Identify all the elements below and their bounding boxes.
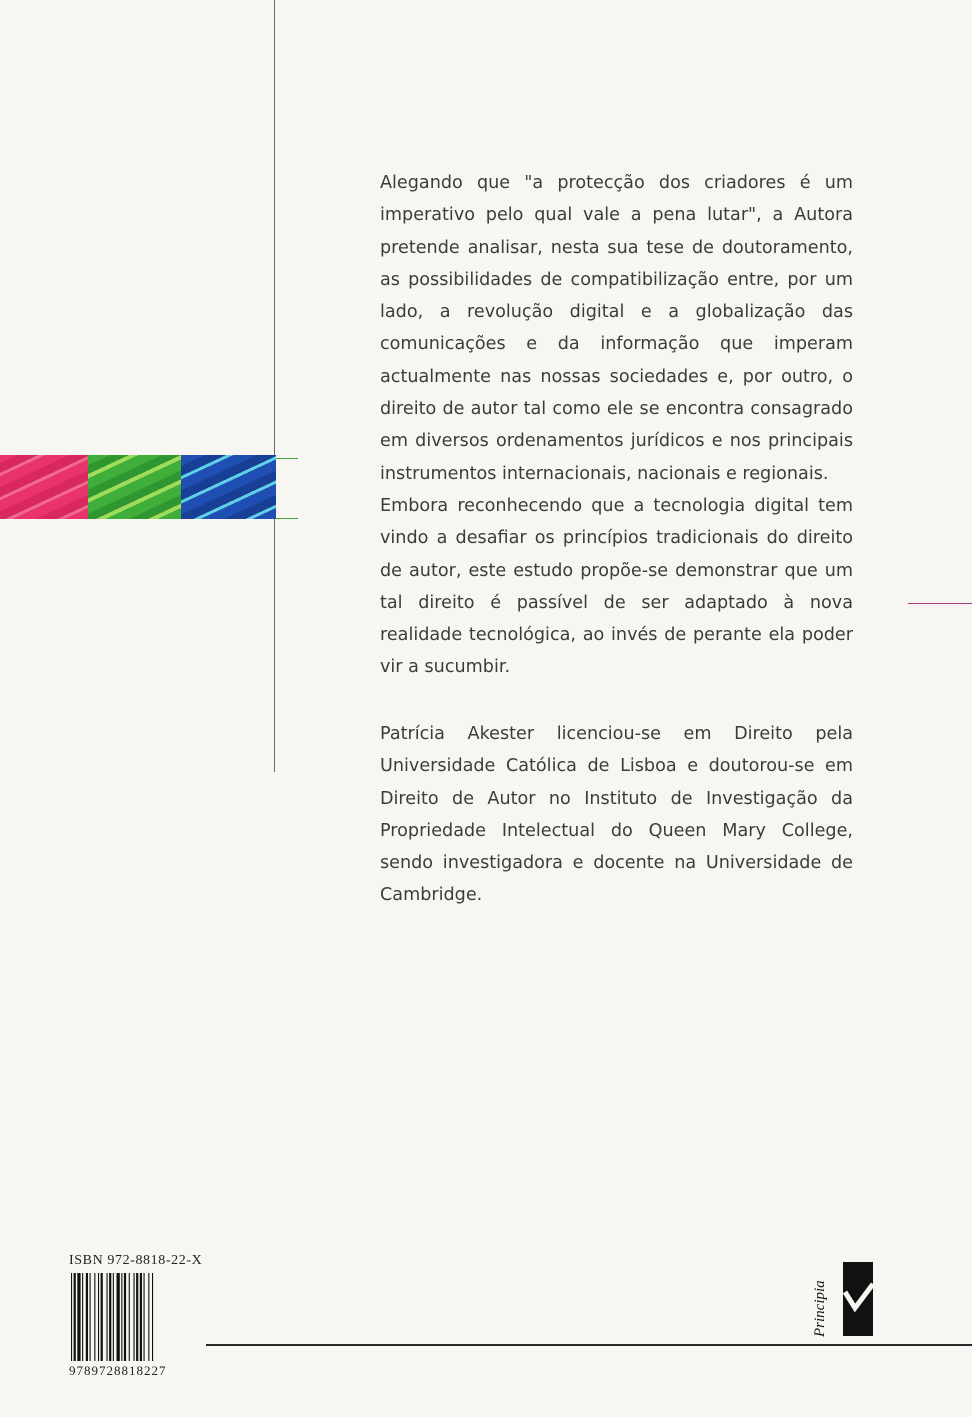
vertical-guide-line	[274, 0, 275, 772]
description-paragraph-1: Alegando que "a protecção dos criadores é um imperativo pelo qual vale a pena lutar", a Autora pretende analisar, nesta sua tese de doutoramento, as possibilidades de compatibilização entre, por um lado, a revolução digital e a globalização das comunicações e da informação que imperam actualmente nas nossas sociedades e, por outro, o direito de autor tal como ele se encontra consagrado em diversos ordenamentos jurídicos e nos principais instrumentos internacionais, nacionais e regionais.	[380, 173, 853, 484]
author-bio-paragraph: Patrícia Akester licenciou-se em Direito pela Universidade Católica de Lisboa e doutorou-se em Direito de Autor no Instituto de Investigação da Propriedade Intelectual do Queen Mary College, sendo investigadora e docente na Universidade de Cambridge.	[380, 724, 853, 906]
description-block	[380, 167, 853, 684]
barcode-bar	[82, 1273, 83, 1361]
barcode-digits: 9789728818227	[69, 1363, 167, 1378]
barcode-bar	[71, 1273, 72, 1361]
band-bottom-tick	[276, 518, 298, 519]
barcode-bar	[124, 1273, 126, 1361]
barcode-bar	[109, 1273, 111, 1361]
bottom-rule	[206, 1344, 972, 1346]
color-band-pink	[0, 455, 88, 519]
barcode-bar	[90, 1273, 91, 1361]
color-band-green	[88, 455, 181, 519]
barcode-bar	[98, 1273, 99, 1361]
publisher-name: Principia	[812, 1280, 828, 1337]
barcode-bar	[144, 1273, 145, 1361]
barcode-bar	[74, 1273, 76, 1361]
barcode-bar	[152, 1273, 153, 1361]
barcode-bar	[129, 1273, 130, 1361]
color-band-blue	[181, 455, 276, 519]
barcode-bar	[134, 1273, 135, 1361]
barcode-bar	[101, 1273, 103, 1361]
barcode-bar	[94, 1273, 95, 1361]
publisher-logo-icon	[839, 1262, 877, 1336]
band-top-tick	[276, 458, 298, 459]
barcode-bar	[136, 1273, 138, 1361]
barcode-bar	[148, 1273, 149, 1361]
color-band	[0, 455, 276, 519]
barcode-bar	[117, 1273, 120, 1361]
author-bio-block	[380, 718, 853, 912]
description-paragraph-2: Embora reconhecendo que a tecnologia digital tem vindo a desafiar os princípios tradicionais do direito de autor, este estudo propõe-se demonstrar que um tal direito é passível de ser adaptado à nova realidade tecnológica, ao invés de perante ela poder vir a sucumbir.	[380, 495, 853, 678]
isbn-label: ISBN 972-8818-22-X	[69, 1253, 203, 1268]
barcode-bar	[77, 1273, 80, 1361]
margin-tick-right	[908, 603, 972, 604]
barcode-bars	[69, 1273, 197, 1361]
barcode-bar	[140, 1273, 142, 1361]
barcode-bar	[113, 1273, 114, 1361]
barcode	[69, 1253, 203, 1378]
barcode-bar	[121, 1273, 122, 1361]
barcode-bar	[86, 1273, 88, 1361]
barcode-bar	[107, 1273, 108, 1361]
